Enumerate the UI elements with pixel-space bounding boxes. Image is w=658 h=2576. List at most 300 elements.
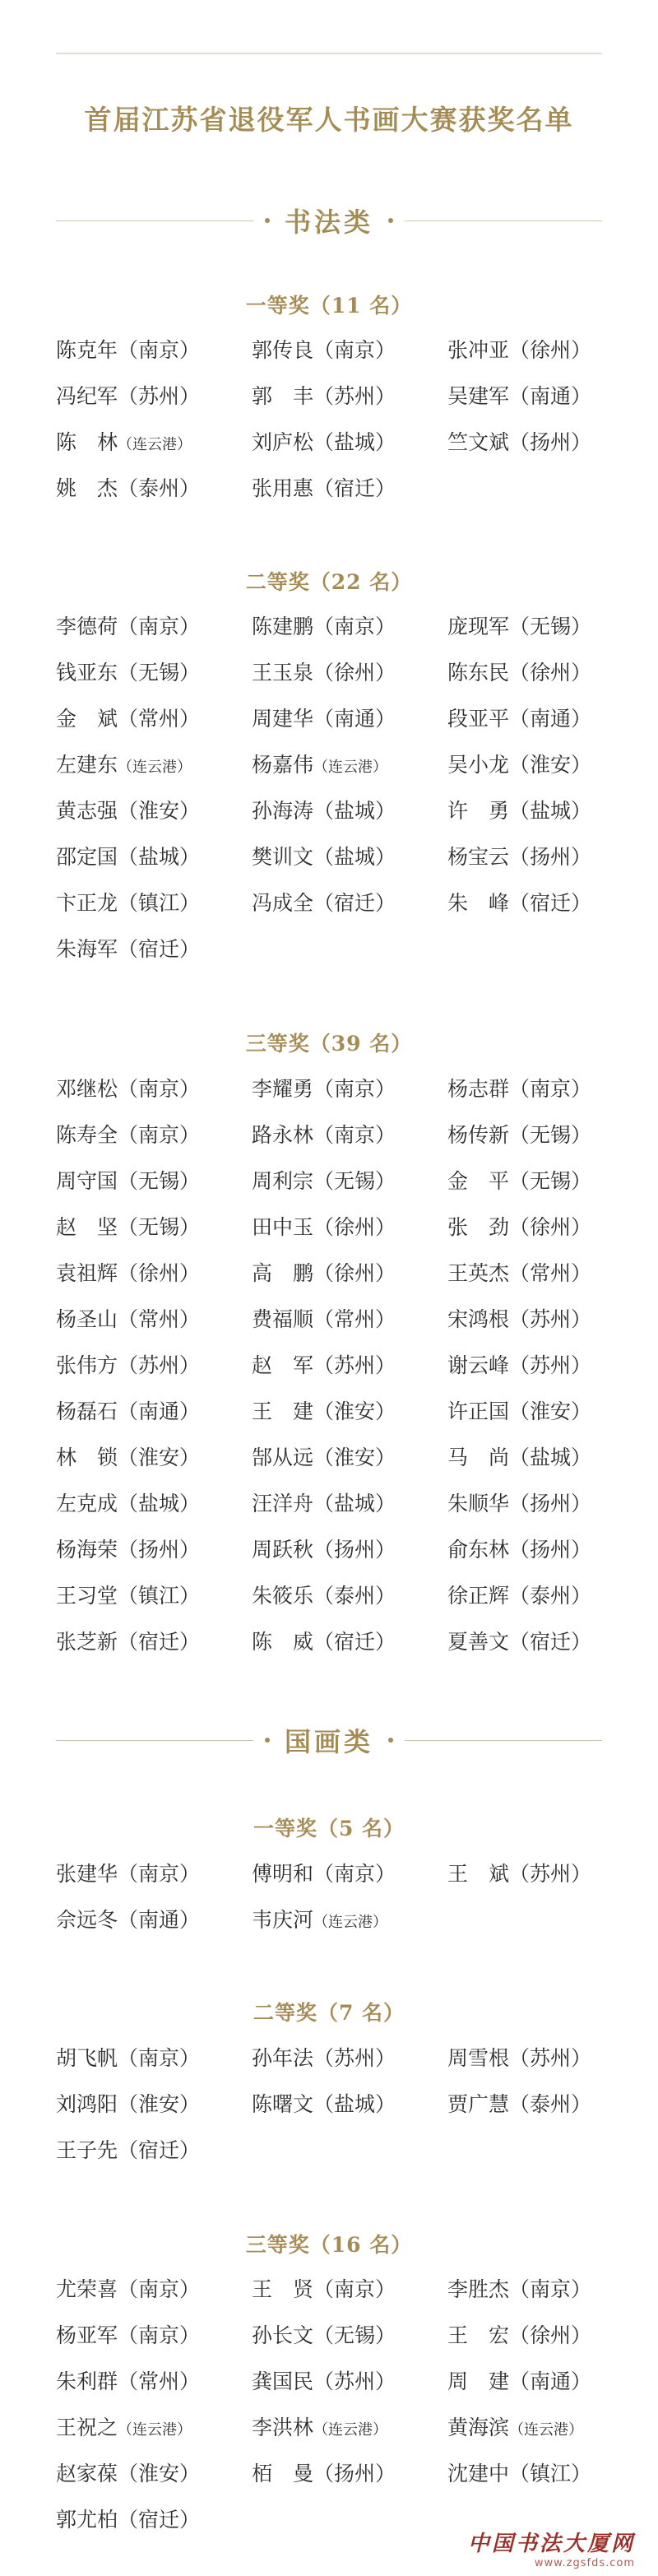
winner-entry <box>56 374 252 420</box>
winner-entry <box>252 880 447 926</box>
winner-city: （扬州） <box>313 2462 396 2485</box>
entry-grid <box>56 2035 615 2174</box>
winner-entry <box>447 1573 615 1619</box>
winner-name: 吴小龙 <box>447 753 510 777</box>
winner-name: 王子先 <box>56 2138 118 2162</box>
winner-entry <box>252 2359 447 2405</box>
winner-name: 许勇 <box>447 799 509 823</box>
winner-name: 段亚平 <box>447 707 510 731</box>
winner-city: （苏州） <box>313 384 396 408</box>
winner-name: 陈林 <box>56 430 118 454</box>
winner-name: 李胜杰 <box>447 2277 510 2301</box>
winner-city: （南通） <box>118 1908 201 1932</box>
winner-city: （徐州） <box>509 2323 592 2347</box>
winner-name: 杨志群 <box>447 1077 510 1101</box>
winner-city: （淮安） <box>509 753 592 777</box>
winner-city: （宿迁） <box>118 1630 201 1654</box>
winner-city: （苏州） <box>509 1862 592 1886</box>
winner-entry <box>252 1619 447 1665</box>
winner-name: 钱亚东 <box>56 661 118 685</box>
winner-entry <box>252 2035 447 2082</box>
winner-entry <box>447 1251 615 1297</box>
winner-name: 费福顺 <box>252 1307 314 1331</box>
winner-entry <box>252 696 447 742</box>
winner-entry <box>56 1897 252 1943</box>
winner-city: （泰州） <box>509 2092 592 2116</box>
winner-entry <box>252 2405 447 2451</box>
site-watermark <box>468 2527 635 2569</box>
winner-name: 周建 <box>447 2369 509 2393</box>
winner-entry <box>252 650 447 696</box>
winner-name: 庞现军 <box>447 615 510 638</box>
winner-entry <box>447 1066 615 1112</box>
winner-city: （南京） <box>509 2277 592 2301</box>
winner-entry <box>252 1204 447 1251</box>
winner-entry <box>252 2451 447 2497</box>
winner-entry <box>447 1619 615 1665</box>
winner-city: （淮安） <box>118 1446 201 1469</box>
winner-entry <box>447 650 615 696</box>
winner-name: 孙长文 <box>252 2323 314 2347</box>
winner-entry <box>56 1527 252 1573</box>
winner-city: （盐城） <box>118 845 201 869</box>
winner-name: 张伟方 <box>56 1353 118 1377</box>
winner-entry <box>252 1481 447 1527</box>
winner-name: 卞正龙 <box>56 891 118 915</box>
winner-city: （扬州） <box>118 1538 201 1562</box>
winner-city: （无锡） <box>313 2323 396 2347</box>
winner-city: （淮安） <box>313 1399 396 1423</box>
prize-title-first: 一等奖（11 名） <box>245 294 413 318</box>
winner-entry <box>252 327 447 374</box>
winner-entry <box>252 788 447 834</box>
winner-entry <box>447 1158 615 1204</box>
winner-entry <box>252 1112 447 1158</box>
winner-city: （镇江） <box>509 2462 592 2485</box>
winner-city: （连云港） <box>118 436 192 453</box>
winner-city: （南京） <box>313 1123 396 1147</box>
prize-title-second: 二等奖（22 名） <box>245 570 413 594</box>
winner-city: （连云港） <box>509 2421 583 2439</box>
winner-name: 竺文斌 <box>447 430 510 454</box>
winner-city: （南京） <box>118 1077 201 1101</box>
winner-name: 赵家葆 <box>56 2462 118 2485</box>
winner-name: 杨嘉伟 <box>252 753 314 777</box>
entry-grid <box>56 327 615 512</box>
winner-name: 徐正辉 <box>447 1584 510 1608</box>
winner-city: （连云港） <box>118 759 192 776</box>
winner-entry <box>447 374 615 420</box>
winner-name: 王玉泉 <box>252 661 314 685</box>
winner-name: 宋鸿根 <box>447 1307 510 1331</box>
winner-entry <box>447 1389 615 1435</box>
winner-entry <box>56 1297 252 1343</box>
winner-entry <box>447 742 615 788</box>
winner-entry <box>56 1619 252 1665</box>
winner-entry <box>252 2313 447 2359</box>
winner-entry <box>56 1435 252 1481</box>
winner-city: （南通） <box>509 707 592 731</box>
winner-entry <box>447 2451 615 2497</box>
winner-city: （无锡） <box>118 661 201 685</box>
winner-name: 胡飞帆 <box>56 2046 118 2070</box>
winner-name: 姚杰 <box>56 476 118 500</box>
winner-name: 邓继松 <box>56 1077 118 1101</box>
winner-name: 樊训文 <box>252 845 314 869</box>
winner-name: 马尚 <box>447 1446 509 1469</box>
winner-name: 杨圣山 <box>56 1307 118 1331</box>
winner-entry <box>252 466 447 512</box>
winner-entry <box>447 788 615 834</box>
winner-name: 俞东林 <box>447 1538 510 1562</box>
winner-entry <box>56 2313 252 2359</box>
winner-name: 沈建中 <box>447 2462 510 2485</box>
prize-title-second: 二等奖（7 名） <box>253 2001 405 2025</box>
winner-city: （宿迁） <box>509 1630 592 1654</box>
winner-name: 冯成全 <box>252 891 314 915</box>
winner-entry <box>252 1251 447 1297</box>
winner-name: 周利宗 <box>252 1169 314 1193</box>
winner-city: （扬州） <box>313 1538 396 1562</box>
winner-city: （泰州） <box>313 1584 396 1608</box>
winner-city: （苏州） <box>313 2369 396 2393</box>
winner-name: 朱峰 <box>447 891 509 915</box>
entry-grid <box>56 604 615 972</box>
winner-city: （扬州） <box>509 1492 592 1515</box>
entry-grid <box>56 1066 615 1665</box>
section-dot-right <box>388 1738 393 1743</box>
winner-name: 谢云峰 <box>447 1353 510 1377</box>
section-header-painting <box>56 1717 602 1763</box>
winner-city: （苏州） <box>118 384 201 408</box>
winner-name: 高鹏 <box>252 1261 313 1285</box>
winner-entry <box>56 420 252 466</box>
winner-name: 贾广慧 <box>447 2092 510 2116</box>
winner-entry <box>252 1527 447 1573</box>
section-rule-left <box>56 1740 253 1741</box>
winner-name: 李洪林 <box>252 2416 314 2439</box>
winner-name: 邵定国 <box>56 845 118 869</box>
winner-name: 孙年法 <box>252 2046 314 2070</box>
winner-city: （淮安） <box>313 1446 396 1469</box>
winner-entry <box>56 2451 252 2497</box>
winner-entry <box>447 880 615 926</box>
winner-name: 张劲 <box>447 1215 509 1239</box>
winner-name: 张建华 <box>56 1862 118 1886</box>
winner-entry <box>447 2405 615 2451</box>
winner-entry <box>56 834 252 880</box>
winner-city: （苏州） <box>509 2046 592 2070</box>
winner-name: 佘远冬 <box>56 1908 118 1932</box>
winner-entry <box>252 834 447 880</box>
winner-name: 陈建鹏 <box>252 615 314 638</box>
winner-city: （苏州） <box>509 1307 592 1331</box>
winner-city: （徐州） <box>313 661 396 685</box>
winner-name: 郭传良 <box>252 338 314 362</box>
winner-city: （南通） <box>509 2369 592 2393</box>
winner-city: （盐城） <box>313 799 396 823</box>
winner-name: 杨亚军 <box>56 2323 118 2347</box>
winner-entry <box>56 880 252 926</box>
winner-city: （南京） <box>118 2323 201 2347</box>
winner-name: 夏善文 <box>447 1630 510 1654</box>
winner-city: （南通） <box>118 1399 201 1423</box>
winner-city: （盐城） <box>509 799 592 823</box>
winner-name: 陈威 <box>252 1630 313 1654</box>
winner-city: （盐城） <box>313 845 396 869</box>
winner-city: （淮安） <box>509 1399 592 1423</box>
winner-entry <box>56 788 252 834</box>
winner-name: 周建华 <box>252 707 314 731</box>
winner-city: （苏州） <box>118 1353 201 1377</box>
winner-city: （宿迁） <box>118 937 201 961</box>
winner-city: （宿迁） <box>313 1630 396 1654</box>
winner-city: （扬州） <box>509 430 592 454</box>
winner-entry <box>252 1851 447 1897</box>
winner-entry <box>447 834 615 880</box>
winner-name: 冯纪军 <box>56 384 118 408</box>
winner-entry <box>56 696 252 742</box>
winner-name: 孙海涛 <box>252 799 314 823</box>
winner-entry <box>447 1112 615 1158</box>
winner-name: 朱利群 <box>56 2369 118 2393</box>
winner-city: （常州） <box>313 1307 396 1331</box>
winner-entry <box>447 1343 615 1389</box>
winner-entry <box>56 2405 252 2451</box>
prize-title-third: 三等奖（16 名） <box>245 2233 413 2257</box>
winner-city: （徐州） <box>313 1215 396 1239</box>
winner-name: 陈东民 <box>447 661 510 685</box>
winner-name: 黄海滨 <box>447 2416 510 2439</box>
winner-entry <box>56 742 252 788</box>
winner-name: 张芝新 <box>56 1630 118 1654</box>
winner-name: 金平 <box>447 1169 509 1193</box>
entry-grid <box>56 2267 615 2543</box>
winner-name: 许正国 <box>447 1399 510 1423</box>
winner-entry <box>252 420 447 466</box>
entry-grid <box>56 1851 615 1943</box>
winner-city: （南通） <box>313 707 396 731</box>
winner-city: （常州） <box>118 707 201 731</box>
winner-city: （泰州） <box>509 1584 592 1608</box>
winner-city: （南京） <box>118 2277 201 2301</box>
winner-city: （徐州） <box>509 1215 592 1239</box>
winner-city: （南京） <box>118 2046 201 2070</box>
winner-name: 郭尤柏 <box>56 2508 118 2532</box>
winner-entry <box>447 1297 615 1343</box>
winner-name: 陈克年 <box>56 338 118 362</box>
winner-entry <box>56 2359 252 2405</box>
winner-city: （宿迁） <box>313 891 396 915</box>
winner-name: 朱海军 <box>56 937 118 961</box>
section-header-calligraphy <box>56 197 602 244</box>
section-rule-right <box>405 220 602 221</box>
winner-city: （扬州） <box>509 845 592 869</box>
winner-entry <box>447 2313 615 2359</box>
winner-entry <box>56 604 252 650</box>
winner-name: 吴建军 <box>447 384 510 408</box>
section-rule-right <box>405 1740 602 1741</box>
winner-name: 周守国 <box>56 1169 118 1193</box>
winner-entry <box>56 2035 252 2082</box>
winner-name: 朱筱乐 <box>252 1584 314 1608</box>
winner-city: （无锡） <box>118 1169 201 1193</box>
winner-entry <box>56 1204 252 1251</box>
winner-name: 郭丰 <box>252 384 313 408</box>
winner-entry <box>447 2359 615 2405</box>
winner-entry <box>252 2082 447 2128</box>
winner-city: （南京） <box>118 615 201 638</box>
winner-name: 李德荷 <box>56 615 118 638</box>
winner-entry <box>56 2267 252 2313</box>
winner-city: （徐州） <box>313 1261 396 1285</box>
winner-name: 张冲亚 <box>447 338 510 362</box>
winner-city: （苏州） <box>313 2046 396 2070</box>
winner-city: （常州） <box>118 1307 201 1331</box>
winner-name: 王习堂 <box>56 1584 118 1608</box>
winner-city: （盐城） <box>313 1492 396 1515</box>
winner-entry <box>252 1343 447 1389</box>
winner-name: 左克成 <box>56 1492 118 1515</box>
winner-name: 杨传新 <box>447 1123 510 1147</box>
winner-city: （南京） <box>313 1862 396 1886</box>
winner-city: （南京） <box>313 615 396 638</box>
winner-name: 王英杰 <box>447 1261 510 1285</box>
winner-city: （盐城） <box>313 2092 396 2116</box>
winner-city: （连云港） <box>313 759 387 776</box>
winner-city: （常州） <box>118 2369 201 2393</box>
winner-entry <box>252 2267 447 2313</box>
winner-name: 王建 <box>252 1399 313 1423</box>
winner-city: （淮安） <box>118 2092 201 2116</box>
watermark-url: www.zgsfds.com <box>534 2557 635 2569</box>
winner-name: 林锁 <box>56 1446 118 1469</box>
winner-city: （盐城） <box>509 1446 592 1469</box>
winner-name: 韦庆河 <box>252 1908 314 1932</box>
winner-name: 袁祖辉 <box>56 1261 118 1285</box>
winner-city: （宿迁） <box>118 2138 201 2162</box>
top-divider <box>56 53 602 54</box>
winner-city: （盐城） <box>118 1492 201 1515</box>
winner-name: 黄志强 <box>56 799 118 823</box>
winner-entry <box>252 604 447 650</box>
prize-title-first: 一等奖（5 名） <box>253 1817 405 1840</box>
winner-entry <box>56 1481 252 1527</box>
winner-city: （苏州） <box>509 1353 592 1377</box>
winner-city: （南京） <box>509 1077 592 1101</box>
winner-city: （淮安） <box>118 2462 201 2485</box>
winner-city: （宿迁） <box>509 891 592 915</box>
winner-city: （无锡） <box>313 1169 396 1193</box>
section-dot-left <box>265 1738 270 1743</box>
winner-city: （徐州） <box>118 1261 201 1285</box>
winner-city: （南京） <box>118 338 201 362</box>
winner-name: 王祝之 <box>56 2416 118 2439</box>
winner-city: （徐州） <box>509 338 592 362</box>
winner-city: （镇江） <box>118 1584 201 1608</box>
winner-name: 郜从远 <box>252 1446 314 1469</box>
winner-city: （无锡） <box>118 1215 201 1239</box>
winner-entry <box>56 926 252 972</box>
winner-city: （无锡） <box>509 615 592 638</box>
winner-city: （无锡） <box>509 1169 592 1193</box>
winner-entry <box>447 2082 615 2128</box>
winner-city: （南通） <box>509 384 592 408</box>
winner-city: （扬州） <box>509 1538 592 1562</box>
winner-city: （宿迁） <box>313 476 396 500</box>
winner-name: 汪洋舟 <box>252 1492 314 1515</box>
winner-name: 刘鸿阳 <box>56 2092 118 2116</box>
winner-entry <box>56 1066 252 1112</box>
winner-name: 朱顺华 <box>447 1492 510 1515</box>
winner-city: （南京） <box>313 338 396 362</box>
winner-city: （徐州） <box>509 661 592 685</box>
winner-entry <box>252 1066 447 1112</box>
winner-entry <box>447 1435 615 1481</box>
winner-name: 龚国民 <box>252 2369 314 2393</box>
winner-city: （苏州） <box>313 1353 396 1377</box>
winner-name: 周跃秋 <box>252 1538 314 1562</box>
winner-city: （泰州） <box>118 476 201 500</box>
winner-entry <box>56 1389 252 1435</box>
winner-city: （宿迁） <box>118 2508 201 2532</box>
winner-entry <box>252 1897 447 1943</box>
winner-city: （无锡） <box>509 1123 592 1147</box>
winner-entry <box>56 1573 252 1619</box>
winner-entry <box>252 1158 447 1204</box>
winner-entry <box>447 420 615 466</box>
winner-name: 张用惠 <box>252 476 314 500</box>
winner-entry <box>447 696 615 742</box>
winner-city: （南京） <box>118 1862 201 1886</box>
winner-entry <box>252 1297 447 1343</box>
section-title: 国画类 <box>285 1726 374 1757</box>
winner-entry <box>56 2082 252 2128</box>
winner-entry <box>56 2128 252 2174</box>
winner-name: 尤荣喜 <box>56 2277 118 2301</box>
watermark-text: 中国书法大厦网 <box>467 2532 635 2556</box>
winner-city: （南京） <box>313 1077 396 1101</box>
winner-city: （连云港） <box>313 2421 387 2439</box>
winner-entry <box>56 1851 252 1897</box>
winner-city: （连云港） <box>118 2421 192 2439</box>
page-title: 首届江苏省退役军人书画大赛获奖名单 <box>84 104 574 136</box>
winner-name: 陈曙文 <box>252 2092 314 2116</box>
winner-entry <box>447 1204 615 1251</box>
winner-city: （常州） <box>509 1261 592 1285</box>
winner-name: 左建东 <box>56 753 118 777</box>
winner-entry <box>56 1158 252 1204</box>
winner-entry <box>252 374 447 420</box>
section-dot-left <box>265 218 270 223</box>
winner-name: 周雪根 <box>447 2046 510 2070</box>
winner-name: 傅明和 <box>252 1862 314 1886</box>
winner-entry <box>447 1527 615 1573</box>
section-title: 书法类 <box>285 207 374 238</box>
winner-entry <box>252 1573 447 1619</box>
winner-city: （南京） <box>313 2277 396 2301</box>
prize-title-third: 三等奖（39 名） <box>245 1032 413 1056</box>
winner-city: （淮安） <box>118 799 201 823</box>
winner-entry <box>56 327 252 374</box>
winner-name: 田中玉 <box>252 1215 314 1239</box>
winner-entry <box>252 1389 447 1435</box>
winner-name: 王贤 <box>252 2277 313 2301</box>
winner-entry <box>56 466 252 512</box>
winner-entry <box>56 2497 252 2543</box>
section-dot-right <box>388 218 393 223</box>
winner-name: 刘庐松 <box>252 430 314 454</box>
